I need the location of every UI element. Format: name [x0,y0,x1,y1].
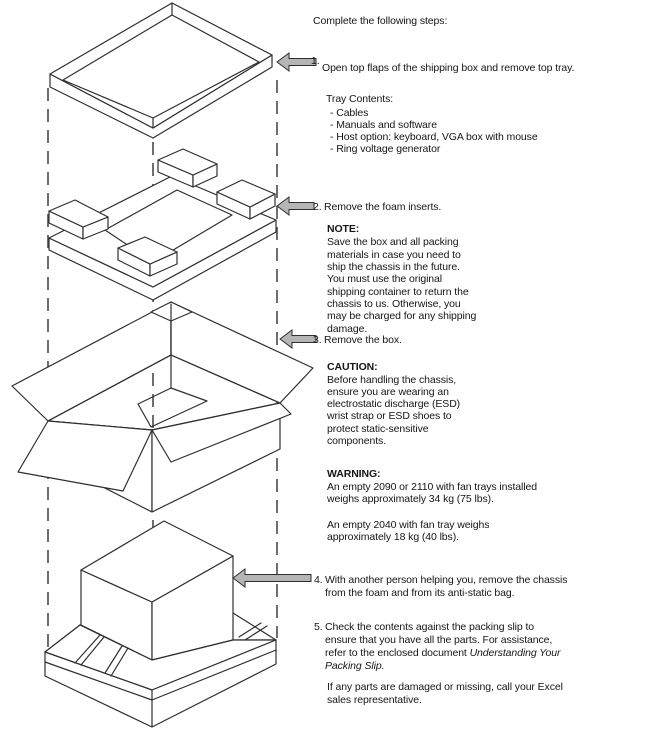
document-title-italic: Packing Slip. [325,660,385,672]
document-title-italic: Understanding Your [469,647,561,659]
step-5-number: 5. [314,621,323,633]
note-line: may be charged for any shipping [327,310,477,322]
foam-inserts-drawing [49,149,276,300]
tray-contents-item: - Ring voltage generator [330,143,441,155]
caution-line: components. [327,435,387,447]
warning-heading: WARNING: [327,468,381,480]
tray-contents-heading: Tray Contents: [326,93,394,105]
note-line: damage. [327,323,368,335]
note-line: You must use the original [327,273,443,285]
note-line: materials in case you need to [327,249,461,261]
step-2-text: Remove the foam inserts. [324,201,442,213]
caution-line: ensure you are wearing an [327,386,449,398]
note-line: Save the box and all packing [327,236,459,248]
warning-line: approximately 18 kg (40 lbs). [327,531,459,543]
step-3-text: Remove the box. [324,334,402,346]
warning-line: An empty 2040 with fan tray weighs [327,519,490,531]
step-3-arrow-icon [280,330,316,348]
step-4-line: from the foam and from its anti-static bag. [325,587,515,599]
warning-line: An empty 2090 or 2110 with fan trays installed [327,481,537,493]
step-2-number: 2. [313,201,322,213]
step-5-line: ensure that you have all the parts. For assistance, [325,634,553,646]
step-2-arrow-icon [277,197,314,215]
tray-contents-item: - Host option: keyboard, VGA box with mouse [330,131,538,143]
step-4-arrow-icon [233,569,311,587]
step-5-line [325,647,560,659]
caution-line: protect static-sensitive [327,423,429,435]
note-line: shipping container to return the [327,286,469,298]
closing-line: sales representative. [327,694,422,706]
step-5-line-normal: refer to the enclosed document [325,647,470,659]
caution-line: wrist strap or ESD shoes to [327,410,452,422]
warning-line: weighs approximately 34 kg (75 lbs). [327,493,494,505]
step-3-number: 3. [313,334,322,346]
step-5-line: Check the contents against the packing slip to [325,621,535,633]
note-line: ship the chassis in the future. [327,261,460,273]
top-tray-drawing [50,3,272,138]
tray-contents-item: - Manuals and software [330,119,437,131]
step-4-line: With another person helping you, remove the chassis [325,574,568,586]
caution-line: Before handling the chassis, [327,374,457,386]
step-1-text: Open top flaps of the shipping box and remove top tray. [322,62,575,74]
shipping-box-drawing [12,302,313,512]
caution-line: electrostatic discharge (ESD) [327,398,461,410]
caution-heading: CAUTION: [327,361,378,373]
step-4-number: 4. [314,574,323,586]
closing-line: If any parts are damaged or missing, call your Excel [327,681,563,693]
page-title: Complete the following steps: [313,15,448,27]
note-line: chassis to us. Otherwise, you [327,298,461,310]
note-heading: NOTE: [327,223,360,235]
step-1-number: 1. [311,55,320,67]
tray-contents-item: - Cables [330,107,369,119]
